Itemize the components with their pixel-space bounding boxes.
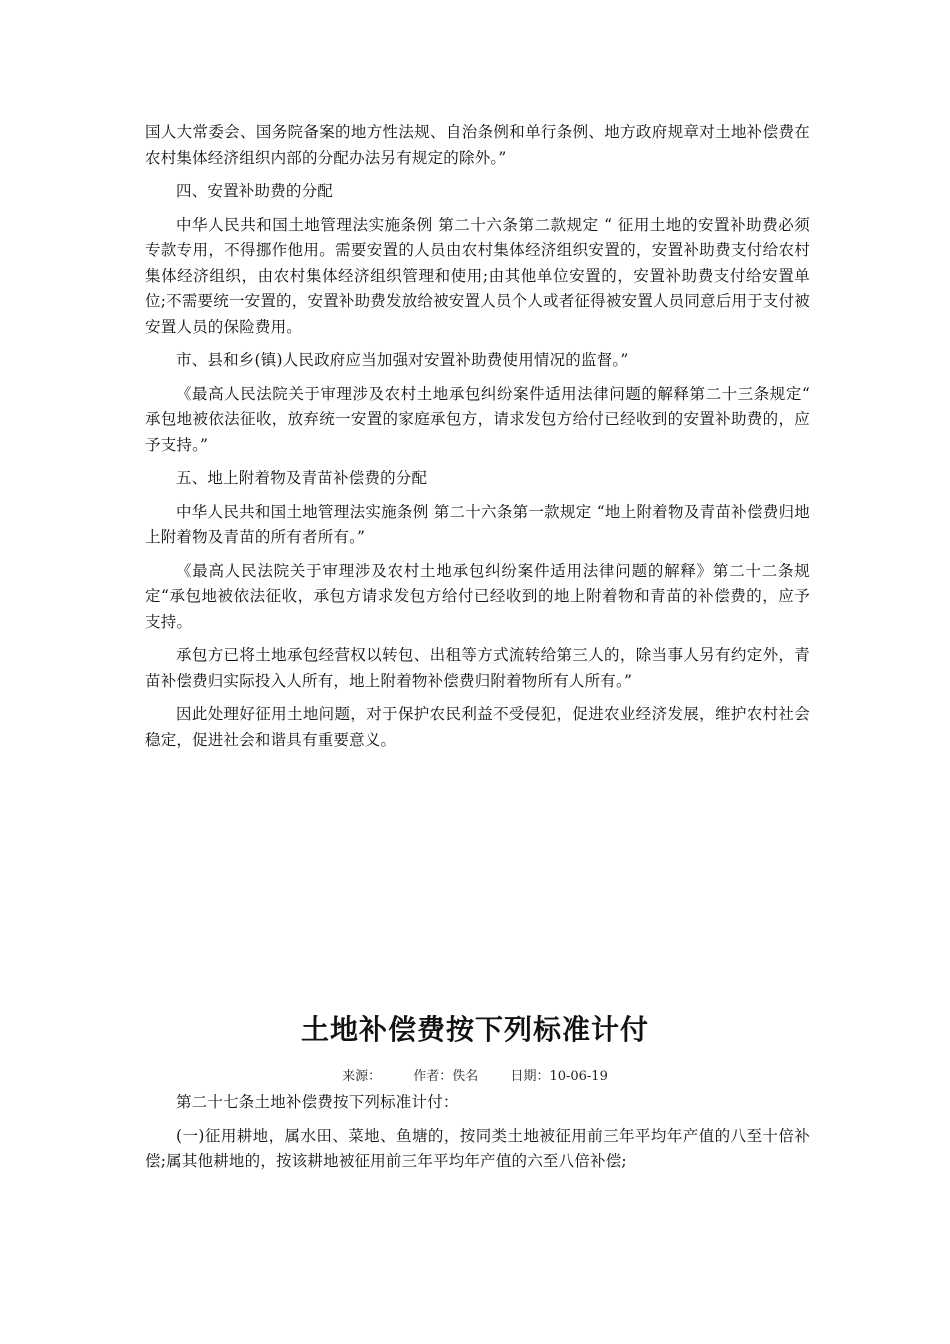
top-text-section [145,120,810,761]
article-body [145,1090,810,1183]
paragraph-conclusion: 因此处理好征用土地问题，对于保护农民利益不受侵犯，促进农业经济发展，维护农村社会稳定，促进社会和谐具有重要意义。 [145,705,810,749]
paragraph-continuation: 国人大常委会、国务院备案的地方性法规、自治条例和单行条例、地方政府规章对土地补偿费在农村集体经济组织内部的分配办法另有规定的除外。” [145,123,810,167]
paragraph-regulation-26-2: 中华人民共和国土地管理法实施条例 第二十六条第二款规定 “ 征用土地的安置补助费必须专款专用，不得挪作他用。需要安置的人员由农村集体经济组织安置的，安置补助费支付给农村集体经济组织，由农村集体经济组织管理和使用;由其他单位安置的，安置补助费支付给安置单位;不需要统一安置的，安置补助费发放给被安置人员个人或者征得被安置人员同意后用于支付被安置人员的保险费用。 [145,215,810,336]
paragraph-transfer-third-party: 承包方已将土地承包经营权以转包、出租等方式流转给第三人的，除当事人另有约定外，青苗补偿费归实际投入人所有，地上附着物补偿费归附着物所有人所有。” [145,646,810,690]
heading-resettlement-subsidy: 四、安置补助费的分配 [176,182,334,200]
paragraph-interpretation-23: 《最高人民法院关于审理涉及农村土地承包纠纷案件适用法律问题的解释第二十三条规定“ 承包地被依法征收，放弃统一安置的家庭承包方，请求发包方给付已经收到的安置补助费的，应予支持。” [145,384,810,454]
paragraph-regulation-26-1: 中华人民共和国土地管理法实施条例 第二十六条第一款规定 “地上附着物及青苗补偿费归地上附着物及青苗的所有者所有。” [145,502,810,546]
heading-attachments-crops: 五、地上附着物及青苗补偿费的分配 [176,469,428,487]
paragraph-interpretation-22: 《最高人民法院关于审理涉及农村土地承包纠纷案件适用法律问题的解释》第二十二条规定“承包地被依法征收，承包方请求发包方给付已经收到的地上附着物和青苗的补偿费的，应予支持。 [145,561,810,631]
article-meta [0,1067,950,1087]
paragraph-item-1: (一)征用耕地，属水田、菜地、鱼塘的，按同类土地被征用前三年平均年产值的八至十倍补偿;属其他耕地的，按该耕地被征用前三年平均年产值的六至八倍补偿; [145,1126,810,1170]
paragraph-article-27: 第二十七条土地补偿费按下列标准计付： [176,1093,459,1111]
paragraph-supervision: 市、县和乡(镇)人民政府应当加强对安置补助费使用情况的监督。” [176,351,629,369]
meta-date: 日期：10-06-19 [510,1069,608,1084]
meta-author: 作者：佚名 [413,1069,479,1084]
meta-source: 来源： [342,1069,382,1084]
article-title: 土地补偿费按下列标准计付 [300,1013,649,1046]
